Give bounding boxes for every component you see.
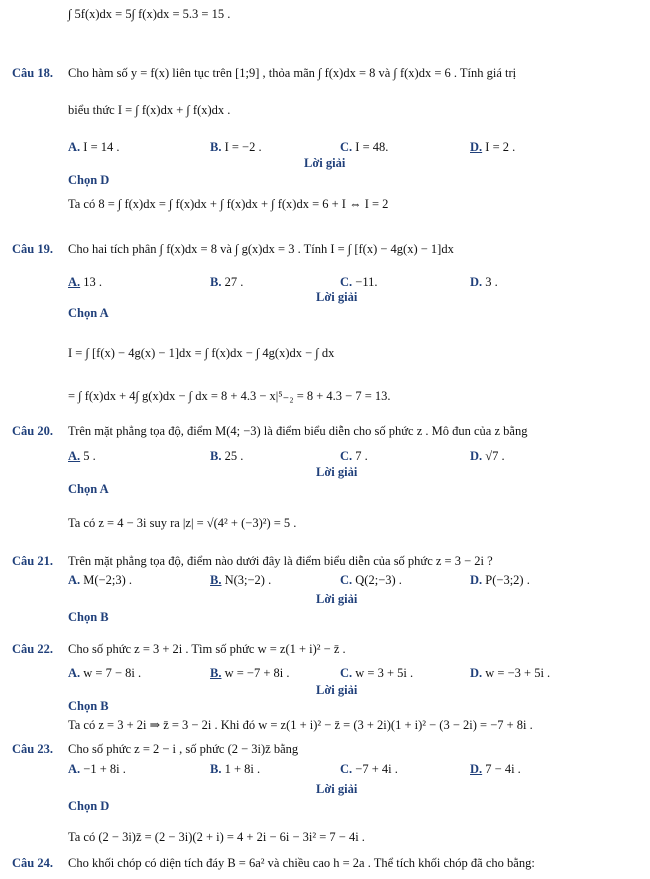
- chosen-answer: Chọn D: [68, 173, 110, 187]
- question-number: Câu 22.: [12, 642, 53, 656]
- question-text: Cho số phức z = 3 + 2i . Tìm số phức w = z(1 + i)² − z̄ .: [68, 642, 346, 656]
- prev-solution-line: ∫ 5f(x)dx = 5∫ f(x)dx = 5.3 = 15 .: [68, 7, 231, 21]
- chosen-answer: Chọn D: [68, 799, 110, 813]
- solution-line: I = ∫ [f(x) − 4g(x) − 1]dx = ∫ f(x)dx − ∫ 4g(x)dx − ∫ dx: [68, 346, 335, 360]
- option-c[interactable]: C. Q(2;−3) .: [340, 573, 402, 587]
- question-18: [12, 65, 516, 81]
- option-d[interactable]: D. I = 2 .: [470, 140, 516, 154]
- question-number: Câu 20.: [12, 424, 53, 438]
- option-b[interactable]: B. 25 .: [210, 449, 244, 463]
- question-number: Câu 18.: [12, 66, 53, 80]
- question-text: Trên mặt phẳng tọa độ, điểm M(4; −3) là điểm biểu diễn cho số phức z . Mô đun của z bằng: [68, 424, 528, 438]
- option-c[interactable]: C. I = 48.: [340, 140, 389, 154]
- question-19: [12, 241, 454, 257]
- question-text: Cho hàm số y = f(x) liên tục trên [1;9] , thỏa mãn ∫ f(x)dx = 8 và ∫ f(x)dx = 6 . Tính giá trị: [68, 66, 517, 80]
- chosen-answer: Chọn B: [68, 699, 109, 713]
- option-a[interactable]: A. 13 .: [68, 275, 103, 289]
- option-a[interactable]: A. −1 + 8i .: [68, 762, 126, 776]
- option-d[interactable]: D. 3 .: [470, 275, 498, 289]
- option-a[interactable]: A. w = 7 − 8i .: [68, 666, 142, 680]
- solution-line: Ta có z = 4 − 3i suy ra |z| = √(4² + (−3)²) = 5 .: [68, 516, 297, 530]
- solution-heading: Lời giải: [316, 782, 358, 796]
- question-23: [12, 741, 298, 757]
- question-text: Cho hai tích phân ∫ f(x)dx = 8 và ∫ g(x)dx = 3 . Tính I = ∫ [f(x) − 4g(x) − 1]dx: [68, 242, 454, 256]
- chosen-answer: Chọn A: [68, 306, 109, 320]
- option-b[interactable]: B. 27 .: [210, 275, 244, 289]
- option-c[interactable]: C. w = 3 + 5i .: [340, 666, 414, 680]
- option-d[interactable]: D. 7 − 4i .: [470, 762, 521, 776]
- question-22: [12, 641, 346, 657]
- question-text: Trên mặt phẳng tọa độ, điểm nào dưới đây là điểm biểu diễn của số phức z = 3 − 2i ?: [68, 554, 493, 568]
- question-number: Câu 24.: [12, 856, 53, 870]
- solution-heading: Lời giải: [316, 290, 358, 304]
- option-d[interactable]: D. w = −3 + 5i .: [470, 666, 551, 680]
- question-21: [12, 553, 493, 569]
- question-text-cont: biểu thức I = ∫ f(x)dx + ∫ f(x)dx .: [68, 103, 231, 117]
- solution-line: = ∫ f(x)dx + 4∫ g(x)dx − ∫ dx = 8 + 4.3 − x|⁵₋₂ = 8 + 4.3 − 7 = 13.: [68, 389, 391, 403]
- chosen-answer: Chọn B: [68, 610, 109, 624]
- option-a[interactable]: A. M(−2;3) .: [68, 573, 132, 587]
- solution-line: Ta có (2 − 3i)z̄ = (2 − 3i)(2 + i) = 4 + 2i − 6i − 3i² = 7 − 4i .: [68, 830, 365, 844]
- question-number: Câu 19.: [12, 242, 53, 256]
- option-b[interactable]: B. w = −7 + 8i .: [210, 666, 290, 680]
- solution-heading: Lời giải: [316, 683, 358, 697]
- option-d[interactable]: D. P(−3;2) .: [470, 573, 530, 587]
- option-b[interactable]: B. 1 + 8i .: [210, 762, 261, 776]
- chosen-answer: Chọn A: [68, 482, 109, 496]
- solution-heading: Lời giải: [316, 592, 358, 606]
- solution-heading: Lời giải: [316, 465, 358, 479]
- solution-heading: Lời giải: [304, 156, 346, 170]
- option-b[interactable]: B. I = −2 .: [210, 140, 262, 154]
- option-a[interactable]: A. I = 14 .: [68, 140, 120, 154]
- question-number: Câu 23.: [12, 742, 53, 756]
- option-c[interactable]: C. −7 + 4i .: [340, 762, 398, 776]
- solution-line: Ta có z = 3 + 2i ⇒ z̄ = 3 − 2i . Khi đó w = z(1 + i)² − z̄ = (3 + 2i)(1 + i)² − (3 − 2i) = −7 + 8i .: [68, 718, 533, 732]
- option-a[interactable]: A. 5 .: [68, 449, 96, 463]
- option-d[interactable]: D. √7 .: [470, 449, 505, 463]
- question-text: Cho khối chóp có diện tích đáy B = 6a² và chiều cao h = 2a . Thể tích khối chóp đã cho bằng:: [68, 856, 535, 870]
- question-24: [12, 855, 535, 871]
- solution-line: Ta có 8 = ∫ f(x)dx = ∫ f(x)dx + ∫ f(x)dx + ∫ f(x)dx = 6 + I ⇔ I = 2: [68, 197, 389, 211]
- question-text: Cho số phức z = 2 − i , số phức (2 − 3i)z̄ bằng: [68, 742, 299, 756]
- question-number: Câu 21.: [12, 554, 53, 568]
- option-c[interactable]: C. 7 .: [340, 449, 368, 463]
- option-b[interactable]: B. N(3;−2) .: [210, 573, 272, 587]
- option-c[interactable]: C. −11.: [340, 275, 378, 289]
- question-20: [12, 423, 527, 439]
